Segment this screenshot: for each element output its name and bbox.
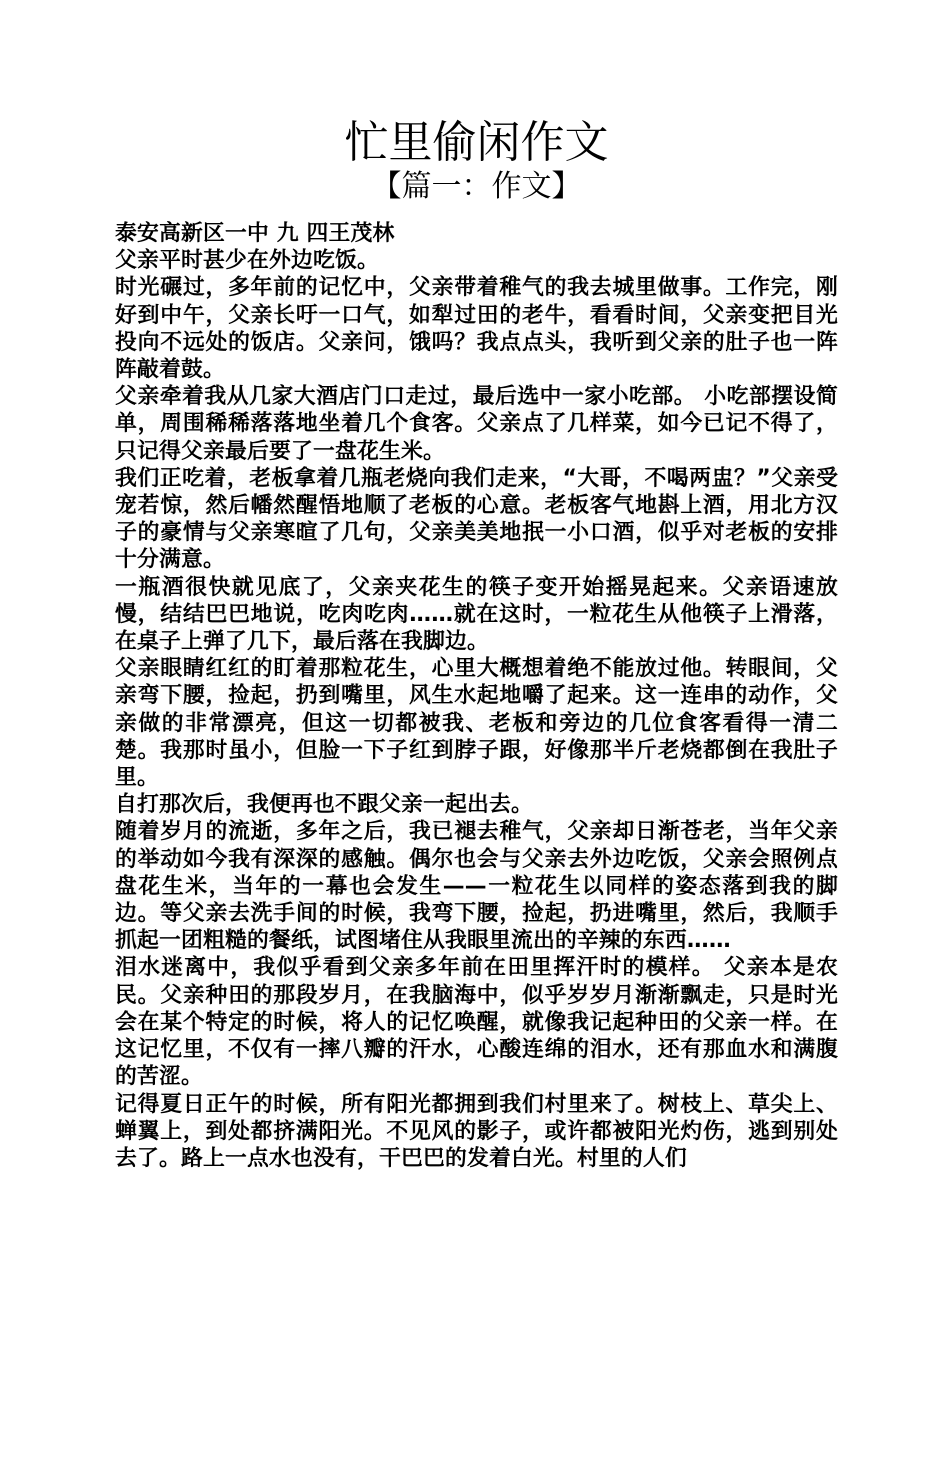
- paragraph: 一瓶酒很快就见底了，父亲夹花生的筷子变开始摇晃起来。父亲语速放慢，结结巴巴地说，吃肉吃肉……就在这时，一粒花生从他筷子上滑落，在桌子上弹了几下，最后落在我脚边。: [115, 574, 838, 655]
- paragraph: 泰安高新区一中 九 四王茂林: [115, 221, 395, 246]
- paragraph: 时光碾过，多年前的记忆中，父亲带着稚气的我去城里做事。工作完，刚好到中午，父亲长吁一口气，如犁过田的老牛，看看时间，父亲变把目光投向不远处的饭店。父亲问，饿吗？我点点头，我听到父亲的肚子也一阵阵敲着鼓。: [115, 275, 838, 383]
- document-body: [115, 220, 838, 1172]
- document-subtitle: 【篇一：作文】: [371, 169, 582, 204]
- document-title: 忙里偷闲作文: [344, 117, 609, 168]
- document-page: [0, 118, 950, 1462]
- paragraph: 随着岁月的流逝，多年之后，我已褪去稚气，父亲却日渐苍老，当年父亲的举动如今我有深深的感触。偶尔也会与父亲去外边吃饭，父亲会照例点盘花生米，当年的一幕也会发生——一粒花生以同样的姿态落到我的脚边。等父亲去洗手间的时候，我弯下腰，捡起，扔进嘴里，然后，我顺手抓起一团粗糙的餐纸，试图堵住从我眼里流出的辛辣的东西……: [115, 819, 838, 954]
- paragraph: 我们正吃着，老板拿着几瓶老烧向我们走来，“大哥，不喝两盅？”父亲受宠若惊，然后幡然醒悟地顺了老板的心意。老板客气地斟上酒，用北方汉子的豪情与父亲寒暄了几句，父亲美美地抿一小口酒，似乎对老板的安排十分满意。: [115, 465, 838, 573]
- paragraph: 父亲牵着我从几家大酒店门口走过，最后选中一家小吃部。 小吃部摆设简单，周围稀稀落落地坐着几个食客。父亲点了几样菜，如今已记不得了，只记得父亲最后要了一盘花生米。: [115, 384, 838, 464]
- paragraph: 自打那次后，我便再也不跟父亲一起出去。: [115, 792, 533, 818]
- paragraph: 泪水迷离中，我似乎看到父亲多年前在田里挥汗时的模样。 父亲本是农民。父亲种田的那段岁月，在我脑海中，似乎岁岁月渐渐飘走，只是时光会在某个特定的时候，将人的记忆唤醒，就像我记起种田的父亲一样。在这记忆里，不仅有一摔八瓣的汗水，心酸连绵的泪水，还有那血水和满腹的苦涩。: [115, 955, 838, 1090]
- paragraph: 记得夏日正午的时候，所有阳光都拥到我们村里来了。树枝上、草尖上、蝉翼上，到处都挤满阳光。不见风的影子，或许都被阳光灼伤，逃到别处去了。路上一点水也没有，干巴巴的发着白光。村里的人们: [115, 1091, 838, 1171]
- paragraph: 父亲平时甚少在外边吃饭。: [115, 248, 379, 274]
- paragraph: 父亲眼睛红红的盯着那粒花生，心里大概想着绝不能放过他。转眼间，父亲弯下腰，捡起，扔到嘴里，风生水起地嚼了起来。这一连串的动作，父亲做的非常漂亮，但这一切都被我、老板和旁边的几位食客看得一清二楚。我那时虽小，但脸一下子红到脖子跟，好像那半斤老烧都倒在我肚子里。: [115, 656, 838, 791]
